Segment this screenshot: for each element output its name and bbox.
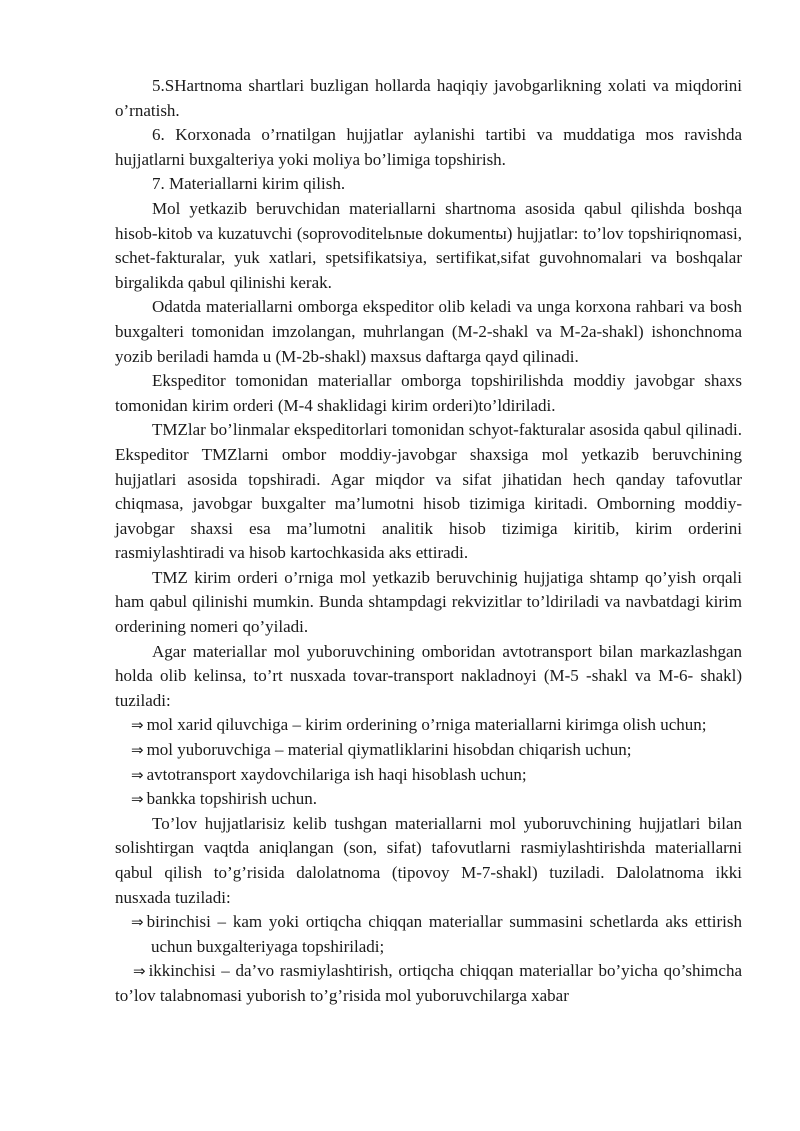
arrow-icon: ⇒: [131, 913, 144, 932]
arrow-icon: ⇒: [131, 716, 144, 735]
bullet-item: [115, 713, 742, 738]
paragraph: TMZlar bo’linmalar ekspeditorlari tomonidan schyot-fakturalar asosida qabul qilinadi. Ekspeditor TMZlarni ombor moddiy-javobgar shaxsiga mol yetkazib beruvchining hujjatlari asosida topshiradi. Agar miqdor va sifat jihatidan hech qanday tafovutlar chiqmasa, javobgar buxgalter ma’lumotni hisob tizimiga kiritadi. Omborning moddiy-javobgar shaxsi esa ma’lumotni analitik hisob tizimiga kiritib, kirim orderini rasmiylashtiradi va hisob kartochkasida aks ettiradi.: [115, 420, 742, 563]
bullet-item: [115, 910, 742, 959]
paragraph: Odatda materiallarni omborga ekspeditor olib keladi va unga korxona rahbari va bosh buxgalteri tomonidan imzolangan, muhrlangan (M-2-shakl va M-2a-shakl) ishonchnoma yozib beriladi hamda u (M-2b-shakl) maxsus daftarga qayd qilinadi.: [115, 297, 742, 366]
paragraph: To’lov hujjatlarisiz kelib tushgan materiallarni mol yuboruvchining hujjatlari bilan solishtirgan vaqtda aniqlangan (son, sifat) tafovutlarni rasmiylashtirishda materiallarni qabul qilish to’g’risida dalolatnoma (tipovoy M-7-shakl) tuziladi. Dalolatnoma ikki nusxada tuziladi:: [115, 813, 742, 907]
document-body: [115, 74, 742, 1009]
paragraph: Agar materiallar mol yuboruvchining omboridan avtotransport bilan markazlashgan holda olib kelinsa, to’rt nusxada tovar-transport nakladnoyi (M-5 -shakl va M-6- shakl) tuziladi:: [115, 641, 742, 710]
bullet-item: [115, 959, 742, 1008]
bullet-text: mol xarid qiluvchiga – kirim orderining o’rniga materiallarni kirimga olish uchun;: [146, 715, 707, 735]
paragraph: TMZ kirim orderi o’rniga mol yetkazib beruvchinig hujjatiga shtamp qo’yish orqali ham qabul qilinishi mumkin. Bunda shtampdagi rekvizitlar to’ldiriladi va navbatdagi kirim orderining nomeri qo’yiladi.: [115, 567, 742, 637]
arrow-icon: ⇒: [131, 741, 144, 760]
bullet-item: [115, 763, 742, 788]
paragraph: 7. Materiallarni kirim qilish.: [152, 174, 346, 194]
arrow-icon: ⇒: [133, 962, 146, 981]
bullet-text: birinchisi – kam yoki ortiqcha chiqqan materiallar summasini schetlarda aks ettirish uchun buxgalteriyaga topshiriladi;: [146, 912, 742, 956]
arrow-icon: ⇒: [131, 765, 144, 784]
paragraph: Ekspeditor tomonidan materiallar omborga topshirilishda moddiy javobgar shaxs tomonidan kirim orderi (M-4 shaklidagi kirim orderi)to’ldiriladi.: [115, 371, 742, 415]
bullet-text: ikkinchisi – da’vo rasmiylashtirish, ortiqcha chiqqan materiallar bo’yicha qo’shimcha to’lov talabnomasi yuborish to’g’risida mol yuboruvchilarga xabar: [115, 961, 742, 1005]
bullet-text: mol yuboruvchiga – material qiymatliklarini hisobdan chiqarish uchun;: [146, 740, 632, 760]
bullet-text: avtotransport xaydovchilariga ish haqi hisoblash uchun;: [146, 764, 527, 784]
paragraph: Mol yetkazib beruvchidan materiallarni shartnoma asosida qabul qilishda boshqa hisob-kitob va kuzatuvchi (soprovoditelьnыe dokumentы) hujjatlar: to’lov topshiriqnomasi, schet-fakturalar, yuk xatlari, spetsifikatsiya, sertifikat,sifat guvohnomalari va boshqalar birgalikda qabul qilinishi kerak.: [115, 198, 742, 292]
bullet-item: [115, 738, 742, 763]
bullet-text: bankka topshirish uchun.: [146, 789, 318, 809]
paragraph: 5.SHartnoma shartlari buzligan hollarda haqiqiy javobgarlikning xolati va miqdorini o’rnatish.: [115, 76, 742, 120]
paragraph: 6. Korxonada o’rnatilgan hujjatlar aylanishi tartibi va muddatiga mos ravishda hujjatlarni buxgalteriya yoki moliya bo’limiga topshirish.: [115, 125, 742, 169]
bullet-item: [115, 787, 742, 812]
arrow-icon: ⇒: [131, 790, 144, 809]
